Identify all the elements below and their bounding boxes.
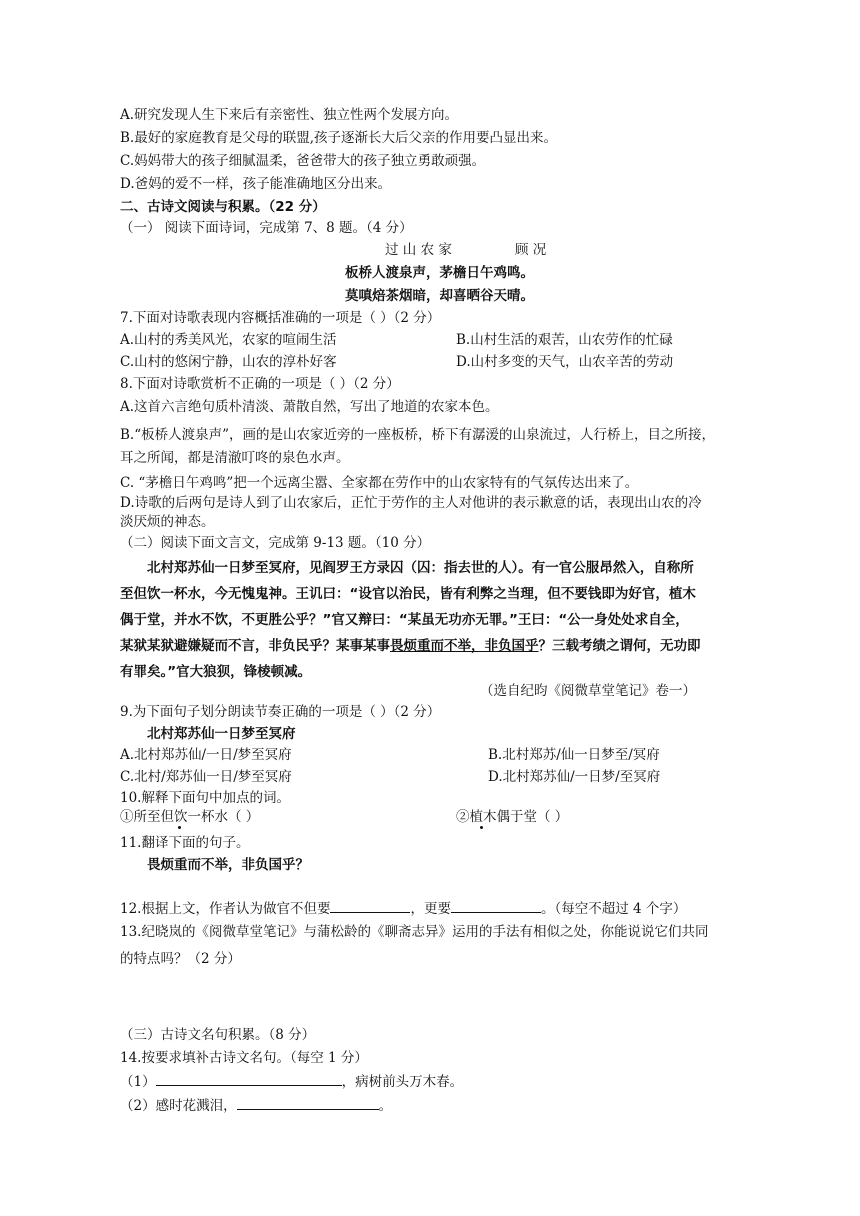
question-14-item-1-text: ，病树前头万木春。 [341,1074,464,1090]
question-9-option-c: C.北村/郑苏仙一日/梦至冥府 [120,769,292,785]
emphasis-dot [178,826,181,829]
question-9: 9.为下面句子划分朗读节奏正确的一项是（ ）（2 分） [120,704,441,720]
question-8-option-c: C. “茅檐日午鸡鸣”把一个远离尘嚣、全家都在劳作中的山农家特有的气氛传达出来了。 [120,475,639,491]
question-13-line-2: 的特点吗？（2 分） [120,951,241,967]
poem-title: 过 山 农 家 [385,242,452,258]
emphasis-dot [480,826,483,829]
question-9-option-a: A.北村郑苏仙/一日/梦至冥府 [120,747,292,763]
question-14-item-2-text: （2）感时花溅泪， [120,1098,237,1114]
option-c-line: C.妈妈带大的孩子细腻温柔，爸爸带大的孩子独立勇敢顽强。 [120,153,486,169]
answer-blank-4[interactable] [237,1095,379,1110]
question-12-start: 12.根据上文，作者认为做官不但要 [120,901,331,917]
question-11-sentence: 畏烦重而不举，非负国乎？ [147,857,309,873]
option-d-line: D.爸妈的爱不一样，孩子能准确地区分出来。 [120,176,392,192]
subsection-1-heading: （一） 阅读下面诗词，完成第 7、8 题。（4 分） [120,220,413,236]
classical-text-line-1: 北村郑苏仙一日梦至冥府，见阎罗王方录囚（囚：指去世的人）。有一官公服昂然入，自称所 [147,560,694,576]
question-14-item-2 [120,1095,392,1116]
classical-text-line-4-start: 某狱某狱避嫌疑而不言，非负民乎？某事某事 [120,638,390,654]
classical-text-line-3: 偶于堂，并水不饮，不更胜公乎？”官又辩曰：“某虽无功亦无罪。”王曰：“公一身处处求自全， [120,612,689,628]
classical-text-line-4 [120,633,701,659]
answer-blank-1[interactable] [330,898,410,913]
poem-line-1: 板桥人渡泉声，茅檐日午鸡鸣。 [345,265,534,281]
question-7-option-c: C.山村的悠闲宁静，山农的淳朴好客 [120,354,337,370]
question-12 [120,898,686,919]
answer-blank-3[interactable] [156,1071,342,1086]
question-7-option-b: B.山村生活的艰苦，山农劳作的忙碌 [456,332,673,348]
question-9-option-b: B.北村郑苏/仙一日梦至/冥府 [488,747,660,763]
question-8-option-a: A.这首六言绝句质朴清淡、萧散自然，写出了地道的农家本色。 [120,399,499,415]
source-citation: （选自纪昀《阅微草堂笔记》卷一） [480,683,696,699]
question-13-line-1: 13.纪晓岚的《阅微草堂笔记》与蒲松龄的《聊斋志异》运用的手法有相似之处，你能说说它们共同 [120,924,709,940]
question-10-item-2: ②植木偶于堂（ ） [456,809,569,825]
question-12-middle: ，更要 [410,901,451,917]
answer-blank-2[interactable] [451,898,541,913]
question-14-item-1-number: （1） [120,1074,156,1090]
classical-text-line-5: 有罪矣。”官大狼狈，锋棱顿减。 [120,664,312,680]
question-11: 11.翻译下面的句子。 [120,835,250,851]
poem-line-2: 莫嗔焙茶烟暗，却喜晒谷天晴。 [345,288,534,304]
question-10-item-1: ①所至但饮一杯水（ ） [120,809,260,825]
question-9-option-d: D.北村郑苏仙/一日梦/至冥府 [488,769,661,785]
question-14-item-2-end: 。 [378,1098,393,1114]
subsection-3-heading: （三）古诗文名句积累。（8 分） [120,1027,316,1043]
section-2-heading: 二、古诗文阅读与积累。（22 分） [120,199,326,215]
option-b-line: B.最好的家庭教育是父母的联盟,孩子逐渐长大后父亲的作用要凸显出来。 [120,130,558,146]
question-14: 14.按要求填补古诗文名句。（每空 1 分） [120,1050,368,1066]
poem-author: 顾 况 [515,242,547,258]
question-8-option-d-line-2: 淡厌烦的神态。 [120,514,215,530]
question-10: 10.解释下面句中加点的词。 [120,790,290,806]
question-8-option-b-line-2: 耳之所闻，都是清澈叮咚的泉色水声。 [120,450,350,466]
question-8: 8.下面对诗歌赏析不正确的一项是（ ）（2 分） [120,376,400,392]
subsection-2-heading: （二）阅读下面文言文，完成第 9-13 题。（10 分） [120,535,431,551]
question-8-option-b-line-1: B.“板桥人渡泉声”，画的是山农家近旁的一座板桥，桥下有潺湲的山泉流过，人行桥上，目之所接， [120,427,716,443]
classical-text-line-2: 至但饮一杯水，今无愧鬼神。王讥曰：“设官以治民，皆有利弊之当理，但不要钱即为好官，植木 [120,586,696,602]
question-12-end: 。（每空不超过 4 个字） [540,901,687,917]
question-7: 7.下面对诗歌表现内容概括准确的一项是（ ）（2 分） [120,310,441,326]
question-7-option-d: D.山村多变的天气，山农辛苦的劳动 [456,354,674,370]
classical-text-line-4-end: ？三载考绩之谓何，无功即 [538,638,701,654]
option-a-line: A.研究发现人生下来后有亲密性、独立性两个发展方向。 [120,107,459,123]
question-8-option-d-line-1: D.诗歌的后两句是诗人到了山农家后，正忙于劳作的主人对他讲的表示歉意的话，表现出山农的冷 [120,495,702,511]
question-9-sentence: 北村郑苏仙一日梦至冥府 [147,726,296,742]
underlined-sentence: 畏烦重而不举，非负国乎 [390,638,539,654]
question-7-option-a: A.山村的秀美风光，农家的喧闹生活 [120,332,337,348]
question-14-item-1 [120,1071,463,1092]
